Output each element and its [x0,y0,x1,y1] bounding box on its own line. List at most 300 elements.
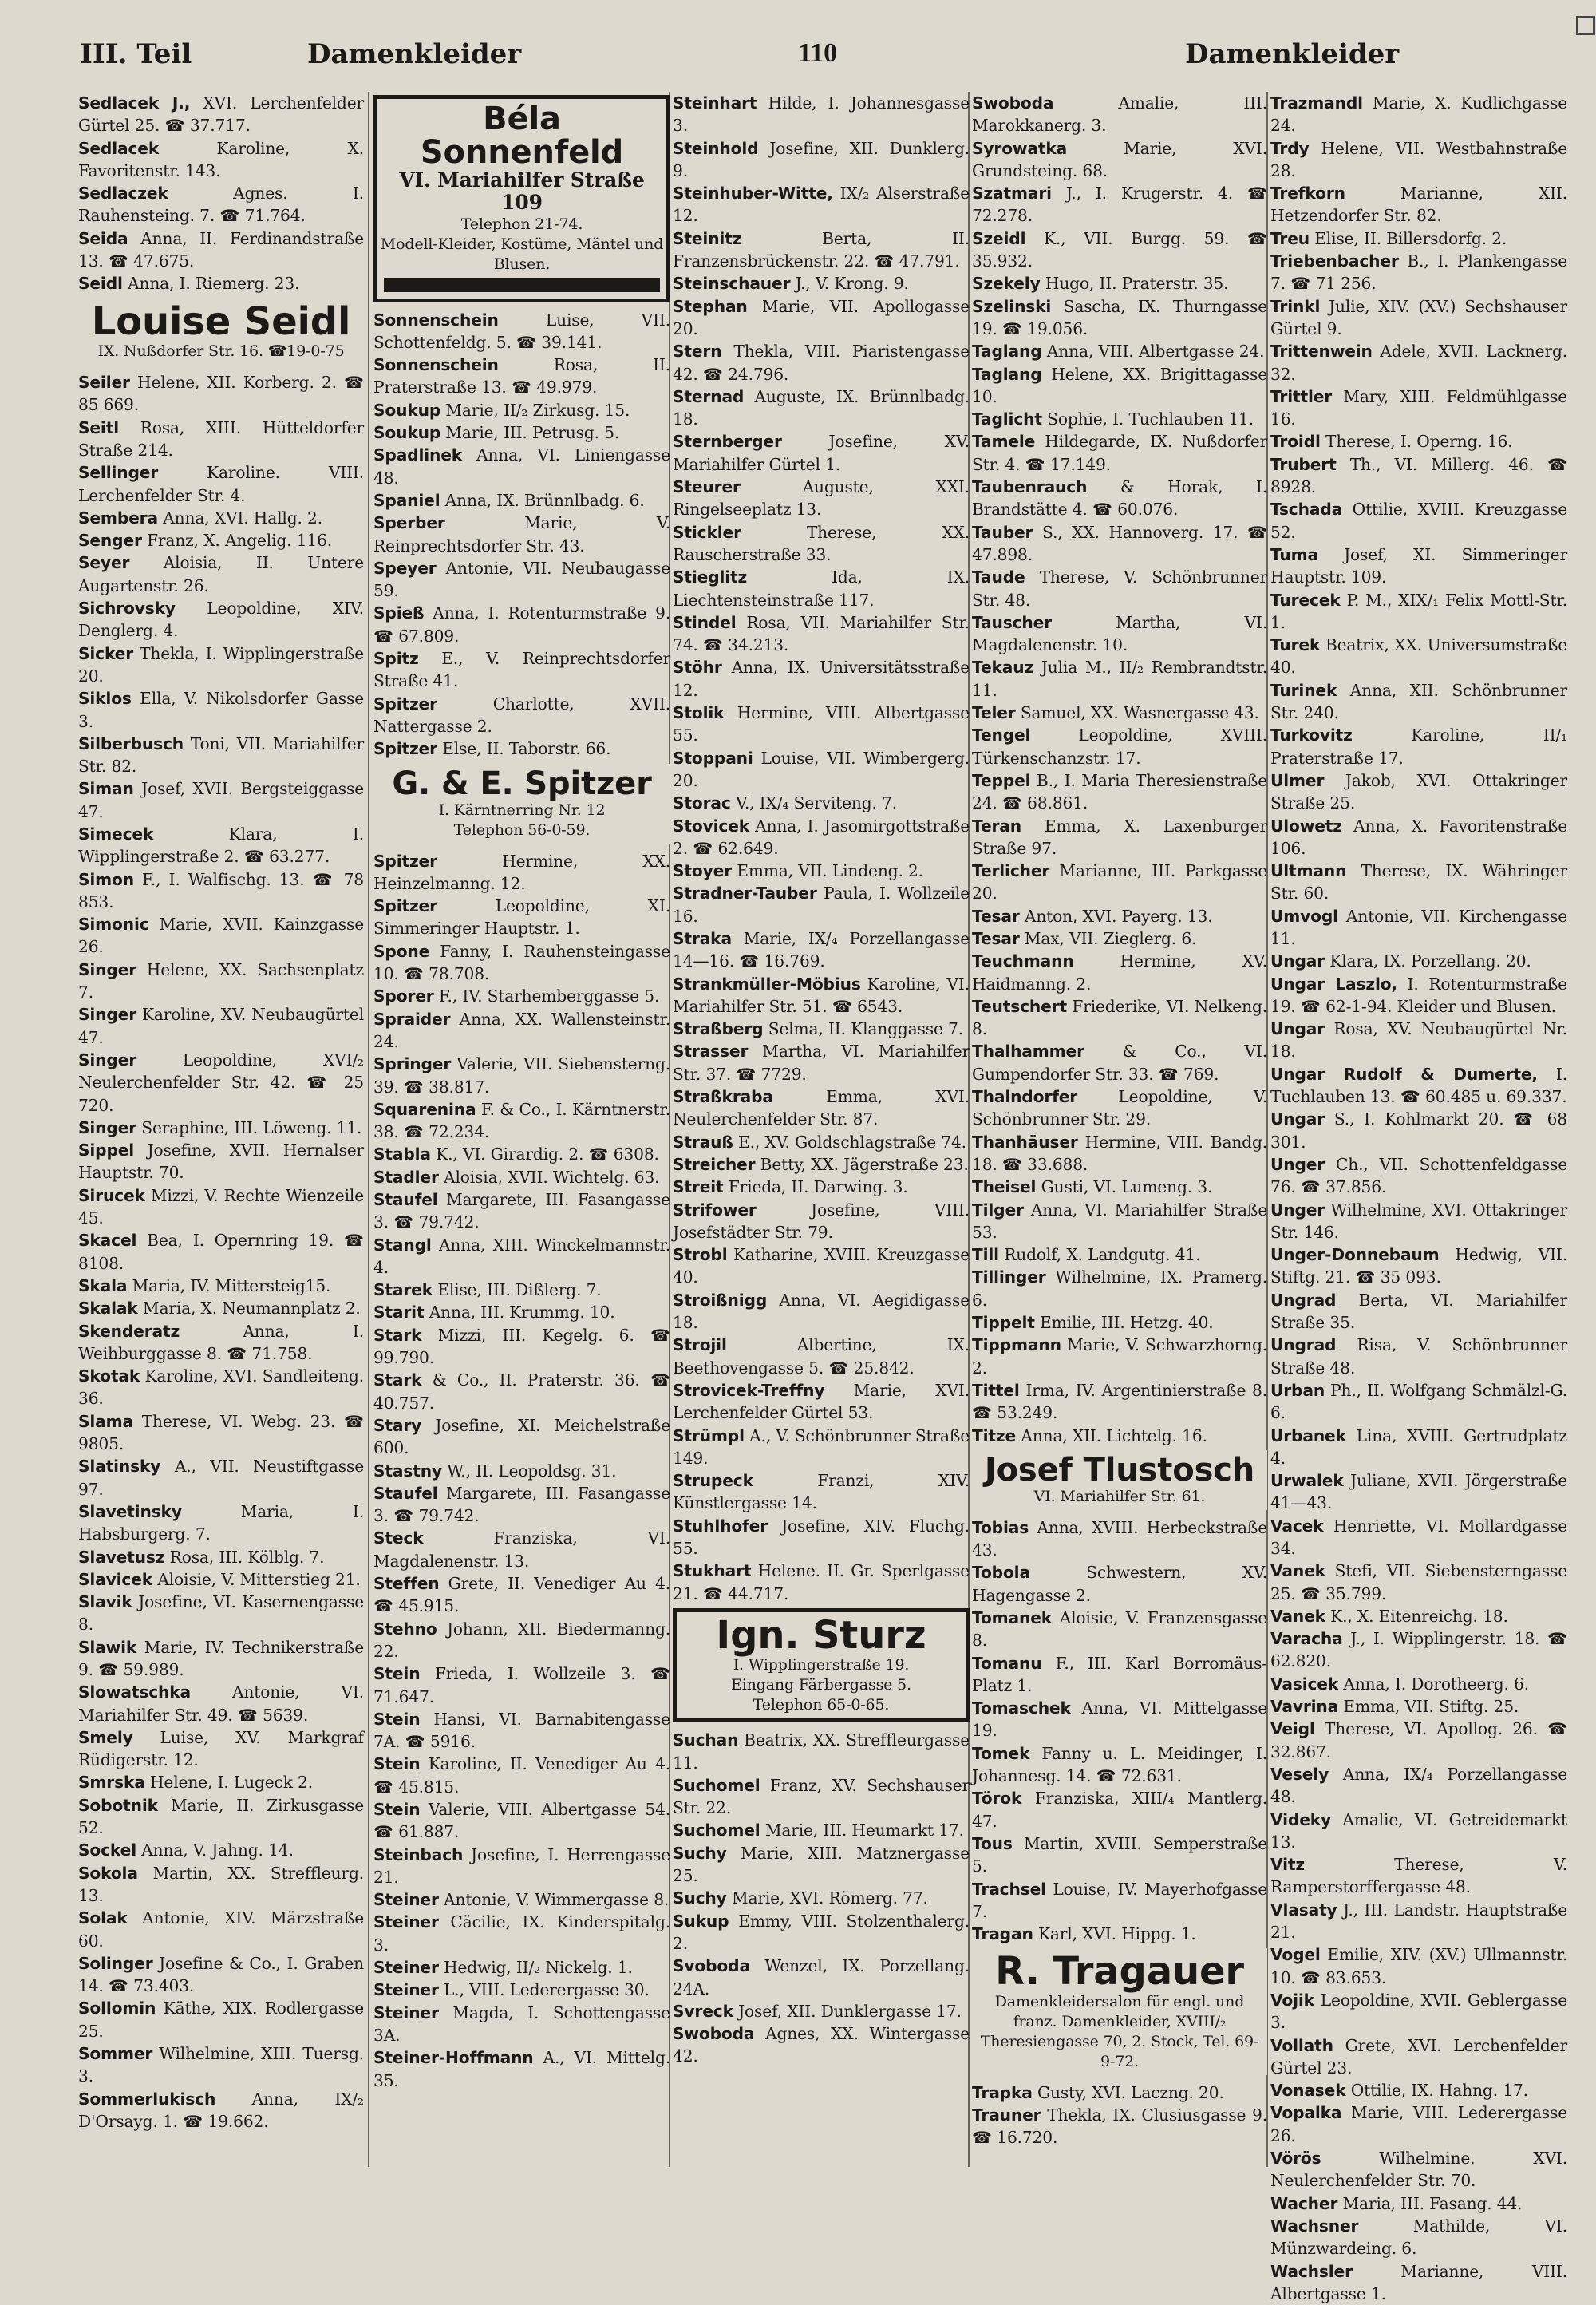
entry-name: Skalak [78,1299,138,1318]
directory-entry [373,444,670,489]
entry-name: Sembera [78,508,158,528]
entry-name: Stein [373,1664,420,1683]
entry-name: Szatmari [972,184,1052,203]
entry-name: Sedlaczek [78,184,168,203]
entry-name: Syrowatka [972,139,1067,158]
entry-address: Antonie, VII. Kirchengasse 11. [1270,907,1567,948]
entry-name: Stastny [373,1461,442,1481]
entry-address: Anna, VI. Mariahilfer Straße 53. [972,1200,1267,1242]
directory-entry [78,1275,364,1297]
entry-address: Therese, VI. Apollog. 26. ☎ 32.867. [1270,1719,1567,1761]
entry-address: Hermine, XV. Haidmanng. 2. [972,951,1267,993]
entry-name: Taude [972,567,1025,587]
directory-entry [373,602,670,647]
directory-entry [1270,1695,1567,1718]
entry-name: Slavetusz [78,1548,164,1567]
entry-name: Troidl [1270,432,1321,451]
entry-address: W., II. Leopoldsg. 31. [442,1461,616,1481]
entry-address: Helene, XII. Korberg. 2. ☎ 85 669. [78,373,364,414]
directory-entry [373,1234,670,1279]
entry-address: Irma, IV. Argentinierstraße 8. ☎ 53.249. [972,1381,1267,1422]
entry-name: Tesar [972,907,1020,926]
directory-entry [1270,1289,1567,1334]
directory-entry [373,399,670,421]
entry-address: Marie, II. Zirkusgasse 52. [78,1796,364,1837]
entry-address: Marie, V. Reinprechtsdorfer Str. 43. [373,513,670,555]
directory-entry [78,1117,364,1139]
entry-address: Hermine, VIII. Albertgasse 55. [673,703,970,745]
directory-entry [373,1279,670,1301]
entry-name: Siman [78,779,134,798]
directory-entry [373,1888,670,1911]
entry-address: Auguste, IX. Brünnlbadg. 18. [673,387,970,429]
entry-name: Steiner [373,1912,439,1931]
entry-name: Vacek [1270,1516,1323,1536]
entry-address: Lina, XVIII. Gertrudplatz 4. [1270,1426,1567,1468]
entry-address: Juliane, XVII. Jörgerstraße 41—43. [1270,1471,1567,1512]
entry-address: Frieda, I. Wollzeile 3. ☎ 71.647. [373,1664,670,1706]
entry-name: Steinhuber-Witte, [673,184,833,203]
entry-name: Soukup [373,401,440,420]
header-right-title: Damenkleider [1185,38,1399,70]
entry-name: Suchomel [673,1821,760,1840]
ad-line: VI. Mariahilfer Str. 61. [974,1487,1266,1507]
ad-line: Eingang Färbergasse 5. [678,1675,964,1695]
entry-address: Anna, VIII. Albertgasse 24. [1042,342,1265,361]
entry-name: Singer [78,960,136,979]
directory-entry [78,1139,364,1184]
entry-address: Helene. II. Gr. Sperlgasse 21. ☎ 44.717. [673,1561,970,1603]
entry-name: Terlicher [972,861,1049,880]
directory-entry [972,1516,1267,1562]
entry-address: K., VII. Burgg. 59. ☎ 35.932. [972,229,1267,271]
entry-name: Taglang [972,342,1042,361]
advertisement [972,1948,1267,2074]
entry-name: Sporer [373,986,434,1006]
directory-entry [673,1774,970,1820]
entry-address: Josefine, I. Herrengasse 21. [373,1845,670,1887]
entry-address: Josefine, XVII. Hernalser Hauptstr. 70. [78,1141,364,1182]
entry-name: Till [972,1245,999,1264]
entry-address: Katharine, XVIII. Kreuzgasse 40. [673,1245,970,1287]
directory-entry [972,1833,1267,1878]
entry-name: Ungar [1270,1019,1325,1038]
directory-entry [673,521,970,567]
directory-entry [1270,973,1567,1018]
entry-address: Sascha, IX. Thurngasse 19. ☎ 19.056. [972,297,1267,338]
entry-name: Starit [373,1303,424,1322]
directory-entry [673,860,970,882]
entry-address: Rosa, XIII. Hütteldorfer Straße 214. [78,418,364,460]
directory-entry [673,227,970,273]
directory-entry [1270,589,1567,635]
entry-address: Rosa, III. Kölblg. 7. [164,1548,324,1567]
entry-address: Beatrix, XX. Universumstraße 40. [1270,635,1567,677]
entry-address: J., I. Krugerstr. 4. ☎ 72.278. [972,184,1267,225]
entry-name: Turek [1270,635,1320,654]
directory-entry [78,1229,364,1275]
entry-address: Antonie, VII. Neubaugasse 59. [373,559,670,600]
directory-entry [78,1907,364,1952]
page-number: 110 [798,38,837,69]
entry-name: Stehno [373,1619,437,1639]
entry-name: Taubenrauch [972,477,1087,496]
entry-address: Emilie, III. Hetzg. 40. [1035,1313,1214,1332]
directory-entry [673,1153,970,1176]
directory-column-4 [972,92,1267,2167]
entry-address: Marie, IX/₄ Porzellangasse 14—16. ☎ 16.769. [673,929,970,971]
directory-entry [1270,250,1567,295]
directory-entry [972,905,1267,927]
directory-entry [373,895,670,940]
directory-entry [373,940,670,986]
entry-name: Trittler [1270,387,1332,406]
entry-name: Tomanu [972,1654,1041,1673]
entry-name: Tobias [972,1518,1029,1537]
entry-name: Unger-Donnebaum [1270,1245,1440,1264]
entry-address: Maria, I. Habsburgerg. 7. [78,1502,364,1544]
ad-title: G. & E. Spitzer [375,767,669,801]
entry-name: Vanek [1270,1561,1325,1580]
entry-address: Martin, XX. Streffleurg. 13. [78,1864,364,1905]
entry-address: Agnes. I. Rauhensteing. 7. ☎ 71.764. [78,184,364,225]
entry-address: Margarete, III. Fasangasse 3. ☎ 79.742. [373,1484,670,1525]
directory-entry [1270,430,1567,453]
entry-address: Marianne, XII. Hetzendorfer Str. 82. [1270,184,1567,225]
directory-entry [78,1952,364,1998]
entry-address: Marie, II/₂ Zirkusg. 15. [440,401,630,420]
entry-address: Margarete, III. Fasangasse 3. ☎ 79.742. [373,1190,670,1232]
directory-entry [673,656,970,702]
entry-name: Turecek [1270,591,1341,610]
directory-entry [972,860,1267,905]
entry-name: Spitzer [373,896,437,915]
entry-name: Wachsler [1270,2262,1353,2281]
entry-address: Auguste, XXI. Ringelseeplatz 13. [673,477,970,519]
directory-entry [78,733,364,778]
directory-entry [972,1311,1267,1334]
directory-entry [78,1726,364,1772]
entry-address: Anna, IX. Universitätsstraße 12. [673,658,970,699]
entry-address: Friederike, VI. Nelkeng. 8. [972,997,1267,1038]
entry-address: Berta, II. Franzensbrückenstr. 22. ☎ 47.791. [673,229,970,271]
ad-line: Telephon 65-0-65. [678,1695,964,1715]
entry-name: Szelinski [972,297,1051,316]
directory-entry [373,1618,670,1663]
entry-address: A., VI. Mittelg. 35. [373,2048,670,2090]
ad-line: I. Kärntnerring Nr. 12 [375,801,669,820]
entry-name: Taglicht [972,409,1042,429]
entry-name: Stark [373,1370,421,1390]
entry-name: Tomanek [972,1608,1052,1627]
entry-address: Marie, XIII. Matznergasse 25. [673,1844,970,1885]
entry-name: Sollomin [78,1999,156,2018]
entry-name: Strauß [673,1133,733,1152]
directory-entry [373,1369,670,1414]
entry-name: Strifower [673,1200,757,1220]
entry-name: Ungrad [1270,1291,1336,1310]
entry-name: Straßkraba [673,1087,773,1106]
directory-entry [78,1184,364,1230]
entry-name: Steinhold [673,139,758,158]
entry-address: Karoline, VI. Mariahilfer Str. 51. ☎ 6543. [673,975,970,1016]
directory-entry [373,2046,670,2092]
entry-name: Spitzer [373,694,437,714]
directory-entry [972,363,1267,409]
entry-address: Thekla, IX. Clusiusgasse 9. ☎ 16.720. [972,2105,1267,2147]
directory-entry [373,1753,670,1798]
directory-entry [673,1842,970,1888]
entry-address: Therese, IX. Währinger Str. 60. [1270,861,1567,903]
entry-address: Emmy, VIII. Stolzenthalerg. 2. [673,1912,970,1953]
directory-column-3 [673,92,970,2167]
entry-address: K., VI. Girardig. 2. ☎ 6308. [431,1145,659,1164]
entry-address: Martha, VI. Mariahilfer Str. 37. ☎ 7729. [673,1042,970,1083]
entry-address: Marianne, VIII. Albertgasse 1. [1270,2262,1567,2303]
entry-address: Anna, I. Rotenturmstraße 9. ☎ 67.809. [373,603,670,645]
directory-entry [373,1482,670,1528]
entry-address: Anna, VI. Aegidigasse 18. [673,1291,970,1332]
directory-entry [78,182,364,227]
entry-address: Julie, XIV. (XV.) Sechshauser Gürtel 9. [1270,297,1567,338]
entry-name: Strupeck [673,1471,753,1490]
ad-title: Josef Tlustosch [974,1453,1266,1487]
directory-entry [673,182,970,227]
directory-entry [78,1410,364,1456]
entry-name: Stolik [673,703,724,722]
entry-address: Elise, III. Dißlerg. 7. [433,1280,602,1299]
ad-line: Modell-Kleider, Kostüme, Mäntel und Blusen. [379,235,665,275]
entry-name: Seitl [78,418,119,437]
entry-address: Josefine, VI. Kasernengasse 8. [78,1592,364,1634]
entry-name: Trefkorn [1270,184,1345,203]
entry-name: Tuma [1270,545,1318,564]
entry-name: Svoboda [673,1956,750,1975]
entry-address: Ottilie, XVIII. Kreuzgasse 52. [1270,500,1567,541]
entry-address: B., I. Maria Theresienstraße 24. ☎ 68.861. [972,771,1267,812]
entry-name: Slavik [78,1592,132,1611]
directory-entry [972,2082,1267,2104]
header-left-title: Damenkleider [307,38,521,70]
directory-entry [1270,1763,1567,1809]
directory-entry [673,92,970,137]
entry-name: Steinhart [673,93,757,113]
entry-address: Aloisia, II. Untere Augartenstr. 26. [78,553,364,595]
entry-address: Hedwig, II/₂ Nickelg. 1. [439,1958,633,1977]
directory-entry [373,1663,670,1708]
directory-entry [373,1188,670,1234]
entry-name: Treu [1270,229,1310,248]
entry-name: Slatinsky [78,1457,160,1476]
entry-name: Törok [972,1789,1021,1808]
directory-entry [1270,453,1567,499]
entry-address: Valerie, VII. Siebensterng. 39. ☎ 38.817. [373,1054,670,1096]
entry-name: Solak [78,1908,128,1927]
entry-address: Marie, XVI. Lerchenfelder Gürtel 53. [673,1381,970,1422]
entry-address: Anna, II. Ferdinandstraße 13. ☎ 47.675. [78,229,364,271]
directory-entry [373,2002,670,2047]
entry-address: Louise, IV. Mayerhofgasse 7. [972,1880,1267,1921]
entry-name: Stangl [373,1236,432,1255]
entry-name: Stein [373,1754,420,1773]
directory-entry [972,1379,1267,1425]
entry-name: Stein [373,1710,420,1729]
entry-address: Josefine & Co., I. Graben 14. ☎ 73.403. [78,1954,364,1995]
entry-address: Karoline, II/₁ Praterstraße 17. [1270,726,1567,767]
entry-address: Wilhelmine. XVI. Neulerchenfelder Str. 70. [1270,2149,1567,2190]
entry-name: Tomaschek [972,1698,1071,1718]
directory-entry [673,973,970,1018]
entry-address: Selma, II. Klanggasse 7. [764,1019,964,1038]
entry-address: & Co., II. Praterstr. 36. ☎ 40.757. [373,1370,670,1412]
entry-name: Tomek [972,1744,1029,1763]
entry-name: Solinger [78,1954,153,1973]
entry-address: Mizzi, III. Kegelg. 6. ☎ 99.790. [373,1326,670,1367]
directory-entry [673,295,970,341]
entry-name: Sirucek [78,1186,145,1205]
page-header [80,38,1357,78]
entry-name: Stradner-Tauber [673,884,817,903]
entry-name: Stuhlhofer [673,1516,768,1536]
entry-address: Antonie, VI. Mariahilfer Str. 49. ☎ 5639. [78,1682,364,1724]
entry-name: Vitz [1270,1855,1305,1874]
directory-entry [373,1098,670,1144]
directory-entry [373,1798,670,1844]
entry-address: Hansi, VI. Barnabitengasse 7A. ☎ 5916. [373,1710,670,1751]
entry-name: Singer [78,1118,136,1137]
directory-entry [972,1243,1267,1266]
directory-entry [1270,1943,1567,1989]
directory-entry [972,724,1267,769]
entry-address: Rosa, II. Praterstraße 13. ☎ 49.979. [373,355,670,397]
entry-name: Sternberger [673,432,782,451]
directory-entry [972,769,1267,815]
directory-entry [1270,724,1567,769]
entry-address: Bea, I. Opernring 19. ☎ 8108. [78,1231,364,1272]
directory-entry [373,1324,670,1370]
entry-address: Fanny u. L. Meidinger, I. Johannesg. 14. ☎ 72.631. [972,1744,1267,1785]
directory-entry [78,529,364,552]
directory-entry [78,1794,364,1840]
entry-name: Swoboda [972,93,1053,113]
directory-entry [673,430,970,476]
directory-entry [78,417,364,462]
directory-entry [972,1742,1267,1788]
entry-address: Josef, XVII. Bergsteiggasse 47. [78,779,364,820]
directory-entry [373,985,670,1007]
entry-name: Spraider [373,1010,450,1029]
entry-address: Maria, X. Neumannplatz 2. [138,1299,361,1318]
entry-address: Karoline, XV. Neubaugürtel 47. [78,1005,364,1046]
directory-entry [1270,2034,1567,2080]
entry-name: Tobola [972,1563,1030,1582]
directory-entry [972,227,1267,273]
entry-address: Anna, XII. Schönbrunner Str. 240. [1270,681,1567,722]
entry-name: Slawik [78,1638,136,1657]
entry-address: Rosa, VII. Mariahilfer Str. 74. ☎ 34.213. [673,613,970,654]
entry-address: Ottilie, IX. Hahng. 17. [1345,2081,1527,2100]
entry-address: Maria, III. Fasang. 44. [1337,2194,1522,2213]
directory-entry [972,1425,1267,1447]
entry-name: Stroißnigg [673,1291,767,1310]
entry-name: Turinek [1270,681,1337,700]
entry-address: Klara, IX. Porzellang. 20. [1325,951,1531,971]
entry-name: Urwalek [1270,1471,1344,1490]
entry-address: Marie, XVII. Kainzgasse 26. [78,915,364,956]
directory-entry [972,1085,1267,1131]
directory-entry [972,815,1267,860]
entry-address: Martin, XVIII. Semperstraße 5. [972,1834,1267,1876]
entry-address: Albertine, IX. Beethovengasse 5. ☎ 25.842. [673,1335,970,1377]
directory-entry [972,1334,1267,1379]
entry-name: Streit [673,1177,724,1196]
entry-name: Steffen [373,1574,439,1593]
entry-name: Teuchmann [972,951,1074,971]
directory-entry [373,1708,670,1753]
entry-address: Leopoldine, XVIII. Türkenschanzstr. 17. [972,726,1267,767]
directory-entry [78,1365,364,1410]
entry-name: Tillinger [972,1267,1046,1287]
entry-name: Spitzer [373,739,437,758]
entry-name: Stein [373,1800,420,1819]
entry-name: Thalndorfer [972,1087,1077,1106]
entry-address: A., V. Schönbrunner Straße 149. [673,1426,970,1468]
entry-name: Smely [78,1728,133,1747]
entry-address: Anna, V. Jahng. 14. [136,1840,294,1860]
directory-entry [78,371,364,417]
entry-name: Vasicek [1270,1674,1338,1694]
directory-entry [972,2104,1267,2149]
entry-name: Sockel [78,1840,136,1860]
directory-entry [78,2088,364,2133]
entry-name: Stieglitz [673,567,747,587]
directory-entry [1270,1199,1567,1244]
entry-name: Triebenbacher [1270,251,1399,271]
directory-entry [78,1455,364,1500]
directory-entry [1270,1605,1567,1627]
entry-address: L., VIII. Lederergasse 30. [439,1980,650,1999]
entry-name: Teler [972,703,1016,722]
entry-address: J., III. Landstr. Hauptstraße 21. [1270,1900,1567,1942]
directory-entry [78,137,364,183]
entry-name: Seidl [78,274,123,293]
directory-entry [373,1166,670,1188]
directory-entry [673,1379,970,1425]
entry-name: Simonic [78,915,149,934]
entry-address: Hildegarde, IX. Nußdorfer Str. 4. ☎ 17.149. [972,432,1267,473]
entry-name: Skala [78,1276,127,1295]
directory-entry [673,2022,970,2068]
entry-address: Karoline, X. Favoritenstr. 143. [78,139,364,180]
column-divider [368,92,369,2167]
directory-entry [673,1560,970,1605]
directory-entry [1270,2101,1567,2147]
entry-name: Seida [78,229,128,248]
entry-address: Therese, VI. Webg. 23. ☎ 9805. [78,1412,364,1453]
advertisement [972,1450,1267,1510]
entry-name: Sommer [78,2044,152,2063]
entry-name: Wachsner [1270,2216,1358,2236]
entry-name: Stabla [373,1145,431,1164]
directory-entry [972,1652,1267,1698]
ad-line: Damenkleidersalon für engl. und franz. Damenkleider, XVIII/₂ Theresiengasse 70, 2. Stock, Tel. 69-9-72. [974,1992,1266,2072]
entry-address: XVI. Lerchenfelder Gürtel 25. ☎ 37.717. [78,93,364,135]
directory-entry [972,950,1267,995]
entry-name: Stoyer [673,861,732,880]
entry-address: Stefi, VII. Siebensterngasse 25. ☎ 35.799. [1270,1561,1567,1603]
entry-address: Rosa, XV. Neubaugürtel Nr. 18. [1270,1019,1567,1061]
directory-entry [373,512,670,557]
